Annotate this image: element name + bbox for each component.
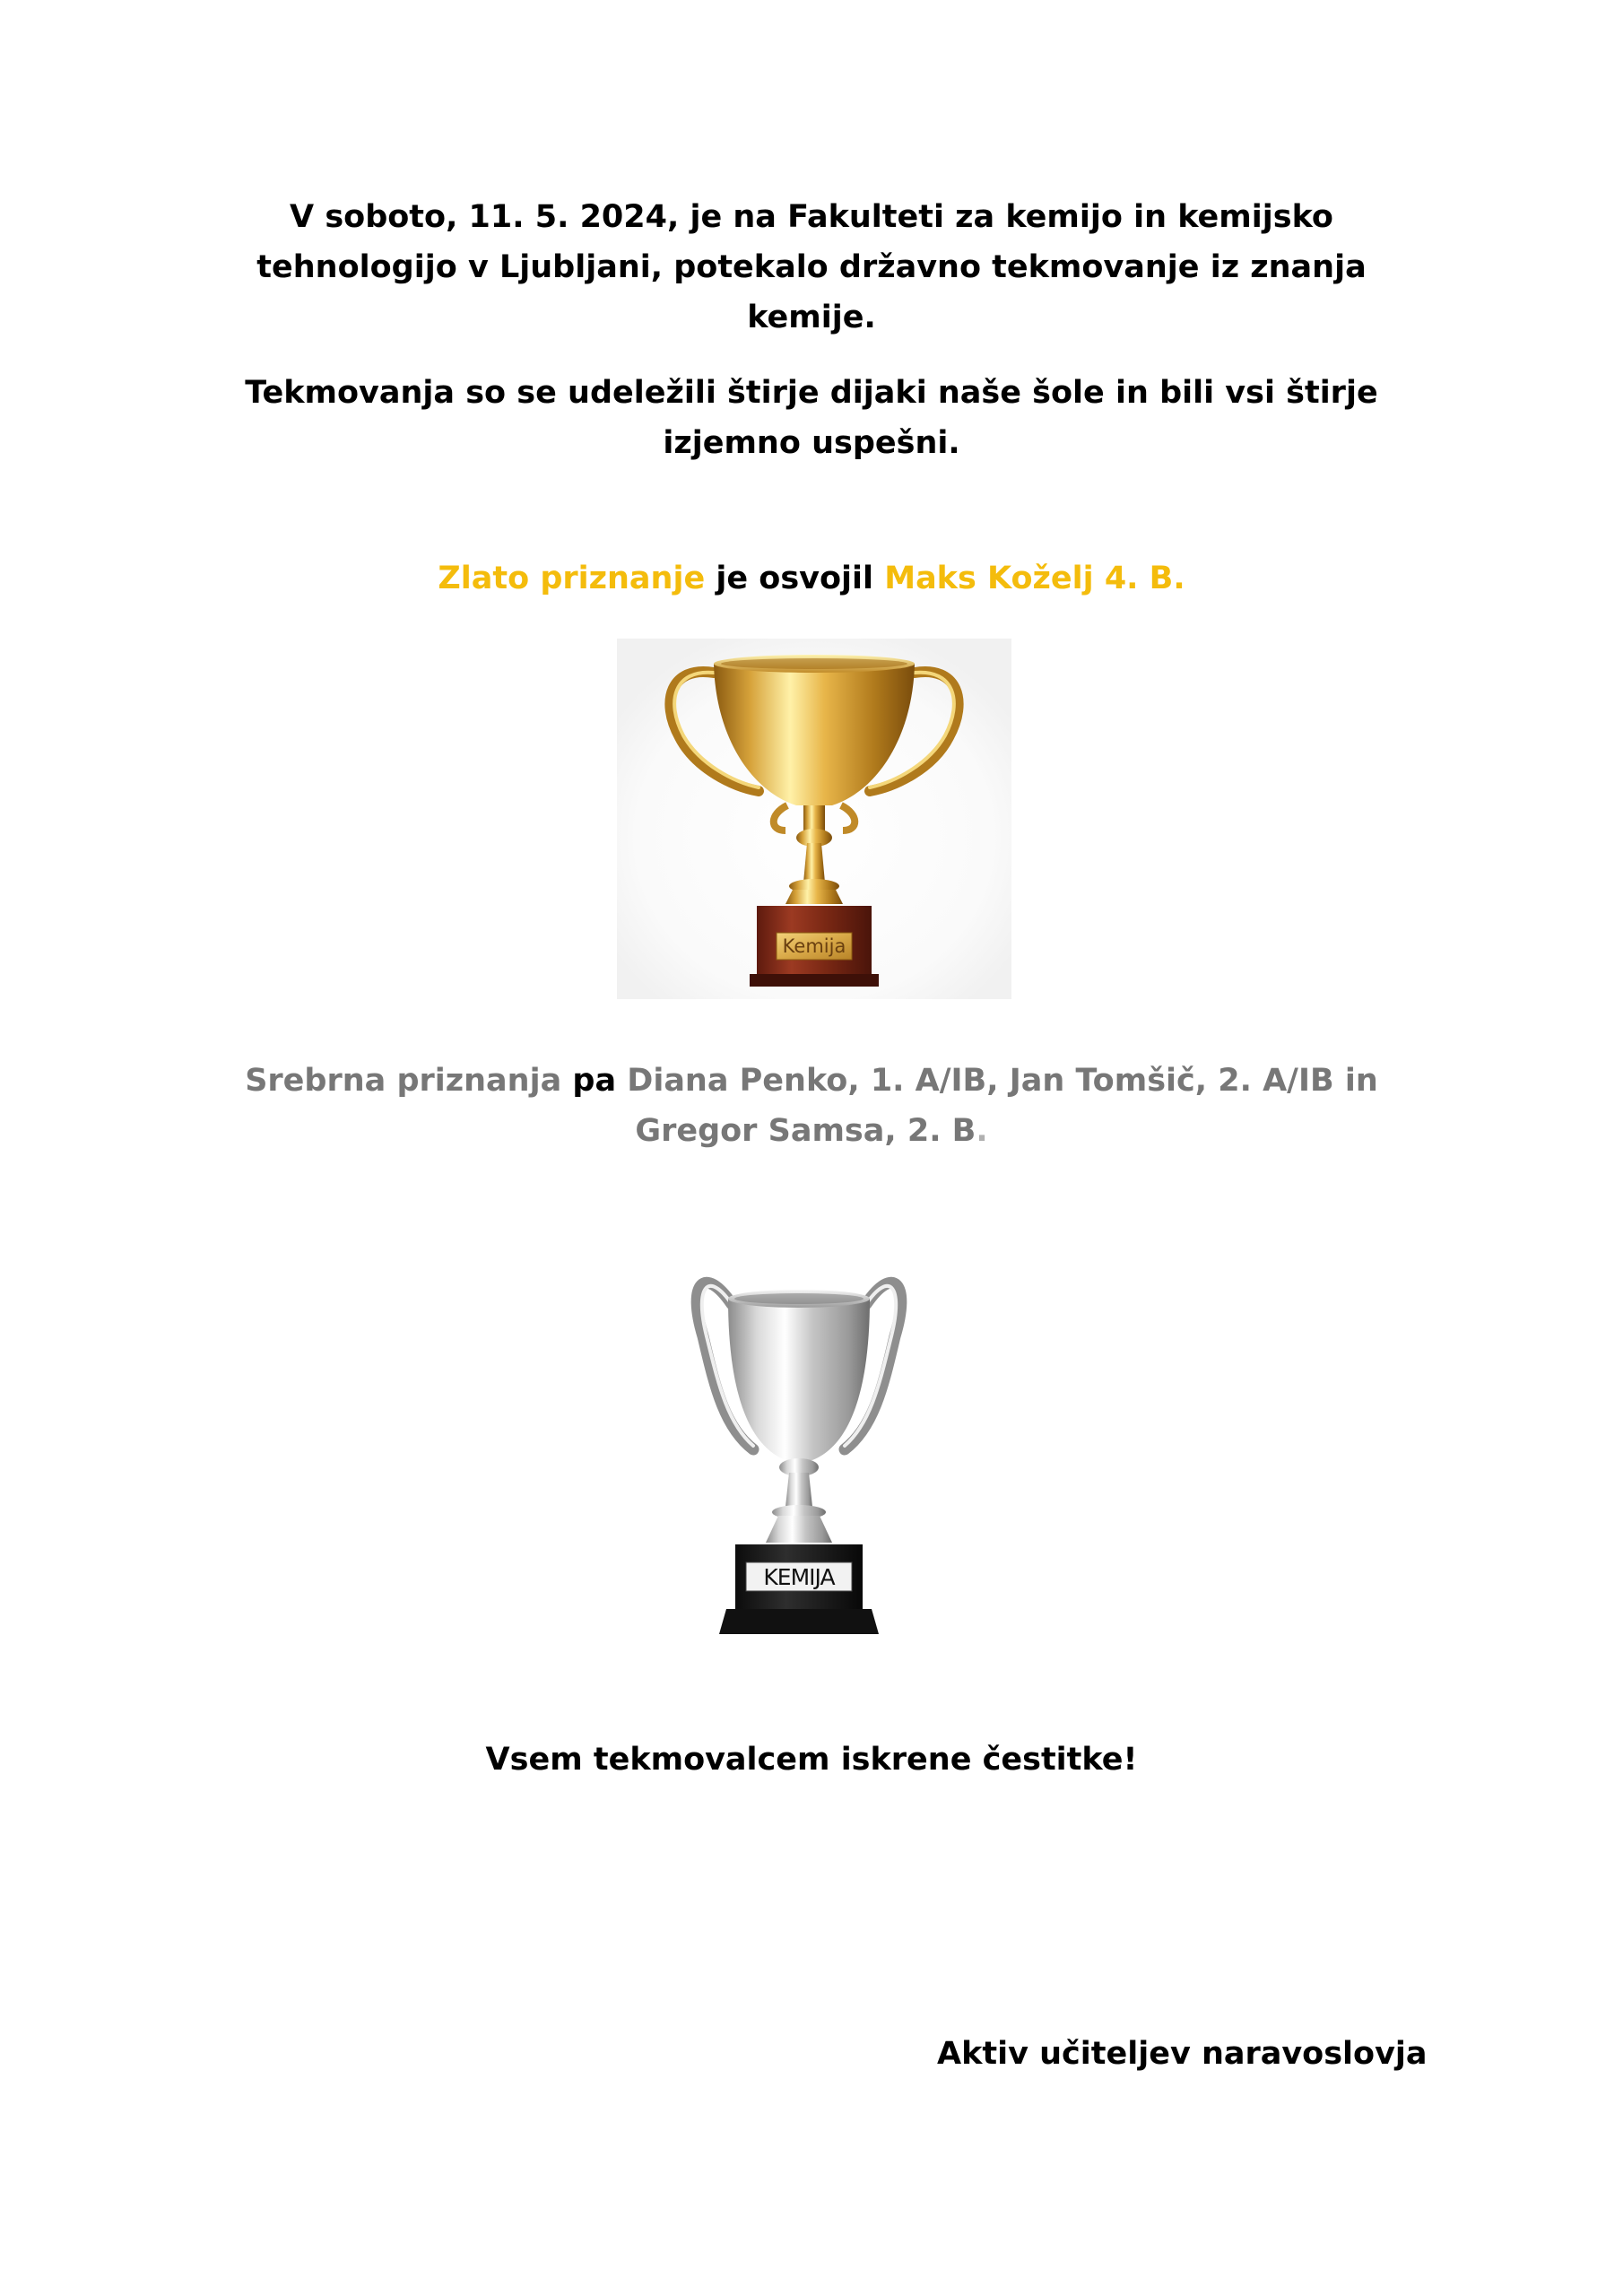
congratulations-line: Vsem tekmovalcem iskrene čestitke! — [485, 1742, 1138, 1778]
participants-paragraph — [0, 368, 1623, 468]
silver-line-2 — [0, 1106, 1623, 1156]
intro-line-2: tehnologijo v Ljubljani, potekalo državno tekmovanje iz znanja — [256, 249, 1367, 285]
silver-winners-1: Diana Penko, 1. A/IB, Jan Tomšič, 2. A/IB in — [627, 1063, 1378, 1099]
silver-award-paragraph — [0, 1056, 1623, 1156]
signature: Aktiv učiteljev naravoslovja — [937, 2036, 1428, 2072]
silver-winners-2: Gregor Samsa, 2. B — [635, 1113, 976, 1149]
intro-line-3: kemije. — [747, 300, 876, 335]
gold-winner: Maks Koželj 4. B. — [884, 561, 1185, 596]
gold-award-line — [0, 553, 1623, 604]
participants-line-2: izjemno uspešni. — [663, 425, 960, 461]
gold-connector: je osvojil — [705, 561, 885, 596]
silver-connector: pa — [561, 1063, 628, 1099]
participants-line-1: Tekmovanja so se udeležili štirje dijaki naše šole in bili vsi štirje — [245, 375, 1378, 411]
silver-award-label: Srebrna priznanja — [245, 1063, 562, 1099]
silver-line-1 — [0, 1056, 1623, 1106]
silver-trailing: . — [976, 1113, 988, 1149]
gold-award-label: Zlato priznanje — [438, 561, 706, 596]
intro-line-1: V soboto, 11. 5. 2024, je na Fakulteti za kemijo in kemijsko — [290, 199, 1333, 235]
gold-trophy-image — [617, 639, 1011, 999]
silver-trophy-image — [678, 1247, 920, 1641]
intro-paragraph — [0, 192, 1623, 343]
silver-plaque-text: KEMIJA — [763, 1564, 835, 1590]
gold-plaque-text: Kemija — [782, 935, 846, 957]
